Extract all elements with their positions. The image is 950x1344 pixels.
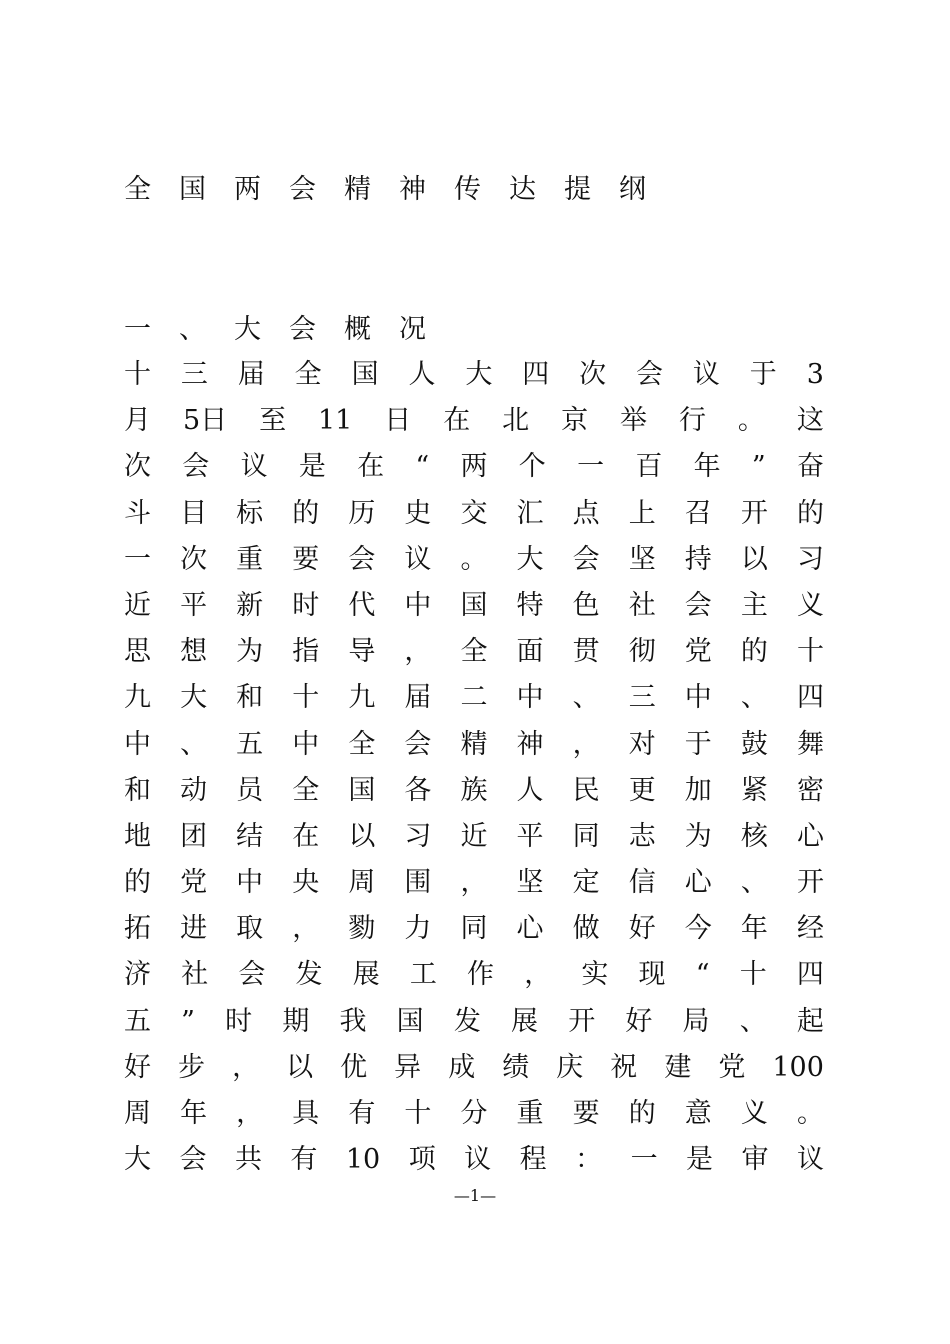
text-token: ，	[292, 913, 320, 945]
title-char: 两	[234, 174, 261, 205]
text-token: 的	[628, 1098, 656, 1129]
text-token: 九	[348, 682, 376, 714]
text-token: 三	[180, 359, 208, 390]
text-token: 族	[460, 774, 488, 806]
text-token: 历	[348, 497, 376, 529]
text-line	[124, 444, 824, 490]
text-token: 至	[259, 405, 287, 437]
text-token: 做	[572, 913, 600, 945]
text-line	[124, 814, 824, 860]
text-token: 指	[292, 636, 320, 668]
text-token: 核	[740, 820, 768, 852]
text-token: 五	[236, 728, 264, 760]
title-char: 神	[399, 174, 426, 205]
text-token: 新	[236, 589, 264, 621]
text-token: 异	[394, 1051, 422, 1083]
text-token: 是	[298, 451, 326, 483]
text-token: 取	[236, 913, 264, 945]
text-token: 志	[628, 820, 656, 852]
text-token: 中	[292, 728, 320, 760]
text-token: 庆	[556, 1051, 584, 1083]
text-token: 意	[684, 1098, 712, 1129]
title-char: 传	[454, 174, 481, 205]
text-token: 精	[460, 728, 488, 760]
text-token: 会	[182, 451, 210, 483]
text-token: 要	[292, 543, 320, 575]
text-token: 央	[292, 867, 320, 899]
text-token: 舞	[796, 728, 824, 760]
text-token: 展	[511, 1005, 539, 1037]
text-token: 的	[292, 497, 320, 529]
text-token: 议	[240, 451, 268, 483]
text-token: 京	[561, 405, 589, 437]
text-token: 年	[180, 1098, 208, 1129]
text-token: 坚	[516, 867, 544, 899]
text-token: 围	[404, 867, 432, 899]
text-token: 交	[460, 497, 488, 529]
text-token: 发	[295, 959, 323, 991]
text-token: 主	[740, 589, 768, 621]
text-token: 为	[236, 636, 264, 668]
text-token: 优	[340, 1051, 368, 1083]
text-token: 更	[628, 774, 656, 806]
text-token: 成	[448, 1051, 476, 1083]
text-token: 国	[396, 1005, 424, 1037]
text-token: 以	[740, 543, 768, 575]
text-token: 重	[236, 543, 264, 575]
text-token: 共	[234, 1144, 262, 1176]
text-token: 召	[684, 497, 712, 529]
text-token: 信	[628, 867, 656, 899]
text-token: 会	[238, 959, 266, 991]
text-token: 平	[516, 820, 544, 852]
text-token: 、	[572, 682, 600, 714]
text-token: 各	[404, 774, 432, 806]
text-token: 勠	[348, 913, 376, 945]
text-token: 近	[124, 589, 151, 621]
text-line	[124, 952, 824, 998]
text-token: 要	[572, 1098, 600, 1129]
text-token: 一	[124, 543, 151, 575]
text-token: 会	[179, 1144, 207, 1176]
text-token: 奋	[797, 451, 824, 483]
text-token: 九	[124, 682, 151, 714]
text-token: 年	[693, 451, 721, 483]
text-token: 的	[796, 497, 824, 529]
text-token: 祝	[610, 1051, 638, 1083]
text-token: 5日	[182, 405, 228, 437]
text-token: 十	[292, 682, 320, 714]
text-token: 实	[581, 959, 609, 991]
text-token: 月	[124, 405, 151, 437]
text-token: 开	[568, 1005, 596, 1037]
text-token: 加	[684, 774, 712, 806]
text-token: 国	[348, 774, 376, 806]
text-token: 心	[684, 867, 712, 899]
text-token: 期	[282, 1005, 310, 1037]
text-token: 党	[684, 636, 712, 668]
text-token: 、	[739, 1005, 767, 1037]
heading-char: 、	[179, 314, 206, 345]
text-token: 斗	[124, 497, 151, 529]
text-token: ，	[460, 867, 488, 899]
text-token: 习	[796, 543, 824, 575]
text-token: ，	[572, 728, 600, 760]
text-token: 义	[796, 589, 824, 621]
text-token: 贯	[572, 636, 600, 668]
text-token: 拓	[124, 913, 151, 945]
text-token: 思	[124, 636, 151, 668]
text-token: 议	[464, 1144, 492, 1176]
text-token: 北	[502, 405, 530, 437]
text-token: 议	[404, 543, 432, 575]
text-token: 大	[516, 543, 544, 575]
text-token: 彻	[628, 636, 656, 668]
text-token: 四	[796, 682, 824, 714]
text-token: 次	[180, 543, 208, 575]
text-token: 分	[460, 1098, 488, 1129]
text-token: 日	[384, 405, 412, 437]
text-token: 会	[572, 543, 600, 575]
text-token: 员	[236, 774, 264, 806]
text-token: 上	[628, 497, 656, 529]
text-token: 国	[460, 589, 488, 621]
text-token: 项	[408, 1144, 436, 1176]
document-title	[124, 170, 824, 210]
text-token: 大	[465, 359, 493, 390]
text-token: 导	[348, 636, 376, 668]
text-token: 今	[684, 913, 712, 945]
title-char: 纲	[619, 174, 646, 205]
text-token: 十	[404, 1098, 432, 1129]
text-token: 民	[572, 774, 600, 806]
text-token: 这	[796, 405, 824, 437]
title-char: 全	[124, 174, 151, 205]
text-token: 二	[460, 682, 488, 714]
text-token: 十	[739, 959, 767, 991]
text-token: 心	[516, 913, 544, 945]
text-token: 党	[718, 1051, 746, 1083]
text-token: 以	[286, 1051, 314, 1083]
text-token: 一	[577, 451, 605, 483]
text-token: 11	[318, 405, 353, 437]
text-token: 。	[737, 405, 765, 437]
text-token: 会	[636, 359, 664, 390]
text-token: 绩	[502, 1051, 530, 1083]
title-char: 会	[289, 174, 316, 205]
text-token: 动	[180, 774, 208, 806]
text-token: 、	[740, 867, 768, 899]
text-token: 人	[408, 359, 436, 390]
heading-char: 概	[344, 314, 371, 345]
text-token: 平	[180, 589, 208, 621]
text-token: 是	[686, 1144, 714, 1176]
text-token: 力	[404, 913, 432, 945]
text-token: 程	[519, 1144, 547, 1176]
heading-char: 况	[399, 314, 426, 345]
text-token: ”	[751, 451, 766, 483]
text-token: 重	[516, 1098, 544, 1129]
text-token: 紧	[740, 774, 768, 806]
text-token: 开	[740, 497, 768, 529]
text-token: 和	[124, 774, 151, 806]
text-token: 的	[124, 867, 151, 899]
text-line	[124, 1137, 824, 1183]
text-token: 具	[292, 1098, 320, 1129]
text-token: 周	[348, 867, 376, 899]
text-token: 于	[684, 728, 712, 760]
text-token: 10	[345, 1144, 381, 1176]
text-token: 进	[180, 913, 208, 945]
text-token: 心	[796, 820, 824, 852]
text-token: 鼓	[740, 728, 768, 760]
text-token: 有	[348, 1098, 376, 1129]
text-token: 步	[178, 1051, 206, 1083]
text-line	[124, 583, 824, 629]
text-token: “	[695, 959, 710, 991]
text-token: 两	[460, 451, 488, 483]
text-line	[124, 1045, 824, 1091]
text-token: 汇	[516, 497, 544, 529]
text-token: ，	[404, 636, 432, 668]
text-token: 议	[796, 1144, 824, 1176]
text-token: 四	[522, 359, 550, 390]
text-token: 于	[749, 359, 777, 390]
heading-char: 大	[234, 314, 261, 345]
text-token: 全	[292, 774, 320, 806]
text-token: ，	[236, 1098, 264, 1129]
text-token: 现	[638, 959, 666, 991]
text-token: 十	[124, 359, 151, 390]
text-token: 神	[516, 728, 544, 760]
text-token: 会	[404, 728, 432, 760]
text-token: 好	[124, 1051, 151, 1083]
text-line	[124, 906, 824, 952]
text-token: 在	[443, 405, 471, 437]
text-token: 点	[572, 497, 600, 529]
text-token: 会	[348, 543, 376, 575]
text-token: 四	[796, 959, 824, 991]
text-token: 济	[124, 959, 151, 991]
text-token: 经	[796, 913, 824, 945]
text-token: 十	[796, 636, 824, 668]
text-line	[124, 1091, 824, 1137]
section-heading	[124, 310, 824, 350]
text-line	[124, 352, 824, 398]
text-token: 为	[684, 820, 712, 852]
text-token: 以	[348, 820, 376, 852]
text-token: 史	[404, 497, 432, 529]
text-token: 议	[692, 359, 720, 390]
text-line	[124, 768, 824, 814]
text-token: 届	[404, 682, 432, 714]
heading-char: 会	[289, 314, 316, 345]
text-token: 工	[409, 959, 437, 991]
text-token: 密	[796, 774, 824, 806]
text-line	[124, 722, 824, 768]
text-token: 个	[518, 451, 546, 483]
text-token: 色	[572, 589, 600, 621]
text-token: 会	[684, 589, 712, 621]
text-token: 社	[628, 589, 656, 621]
text-token: 中	[516, 682, 544, 714]
text-token: 五	[124, 1005, 151, 1037]
text-token: 大	[124, 1144, 151, 1176]
text-line	[124, 999, 824, 1045]
text-token: 届	[237, 359, 265, 390]
text-token: ，	[232, 1051, 260, 1083]
title-char: 精	[344, 174, 371, 205]
text-line	[124, 629, 824, 675]
text-token: 一	[630, 1144, 658, 1176]
text-line	[124, 537, 824, 583]
text-token: 。	[796, 1098, 824, 1129]
text-line	[124, 491, 824, 537]
text-token: 定	[572, 867, 600, 899]
text-token: 持	[684, 543, 712, 575]
text-token: 中	[684, 682, 712, 714]
text-token: 习	[404, 820, 432, 852]
text-token: 和	[236, 682, 264, 714]
text-token: 目	[180, 497, 208, 529]
text-token: 好	[625, 1005, 653, 1037]
text-token: ：	[575, 1144, 603, 1176]
text-token: 展	[352, 959, 380, 991]
text-token: 、	[740, 682, 768, 714]
heading-char: 一	[124, 314, 151, 345]
text-token: 中	[236, 867, 264, 899]
text-token: 对	[628, 728, 656, 760]
text-token: 百	[635, 451, 663, 483]
text-token: 标	[236, 497, 264, 529]
text-token: 在	[357, 451, 385, 483]
text-token: 结	[236, 820, 264, 852]
text-token: 国	[351, 359, 379, 390]
text-token: 社	[181, 959, 209, 991]
text-token: 起	[796, 1005, 824, 1037]
text-token: 开	[796, 867, 824, 899]
text-token: 代	[348, 589, 376, 621]
text-token: 我	[339, 1005, 367, 1037]
text-token: 三	[628, 682, 656, 714]
text-token: 100	[772, 1051, 824, 1083]
text-token: 坚	[628, 543, 656, 575]
text-token: 地	[124, 820, 151, 852]
text-token: 同	[572, 820, 600, 852]
text-token: 审	[741, 1144, 769, 1176]
text-token: 全	[348, 728, 376, 760]
title-char: 达	[509, 174, 536, 205]
text-token: 好	[628, 913, 656, 945]
text-token: 人	[516, 774, 544, 806]
text-token: ，	[524, 959, 552, 991]
text-token: 团	[180, 820, 208, 852]
text-token: 次	[579, 359, 607, 390]
body-paragraph	[124, 352, 824, 1183]
text-token: 全	[460, 636, 488, 668]
page-number: —1—	[453, 1186, 497, 1205]
text-token: 的	[740, 636, 768, 668]
text-token: 全	[294, 359, 322, 390]
text-token: 中	[124, 728, 151, 760]
title-char: 国	[179, 174, 206, 205]
title-char: 提	[564, 174, 591, 205]
text-token: 同	[460, 913, 488, 945]
text-token: 局	[682, 1005, 710, 1037]
text-token: 3	[806, 359, 824, 390]
text-token: 行	[678, 405, 706, 437]
text-token: 大	[180, 682, 208, 714]
text-token: 年	[740, 913, 768, 945]
text-token: ”	[181, 1005, 195, 1037]
text-token: 有	[290, 1144, 318, 1176]
text-token: 建	[664, 1051, 692, 1083]
text-token: 次	[124, 451, 151, 483]
text-line	[124, 860, 824, 906]
text-line	[124, 398, 824, 444]
text-token: 时	[292, 589, 320, 621]
text-token: “	[415, 451, 430, 483]
text-token: 、	[180, 728, 208, 760]
text-token: 作	[467, 959, 495, 991]
text-token: 党	[180, 867, 208, 899]
text-token: 近	[460, 820, 488, 852]
text-token: 在	[292, 820, 320, 852]
text-token: 举	[620, 405, 648, 437]
text-token: 周	[124, 1098, 151, 1129]
text-token: 义	[740, 1098, 768, 1129]
text-token: 时	[225, 1005, 253, 1037]
text-token: 特	[516, 589, 544, 621]
text-token: 面	[516, 636, 544, 668]
text-token: 。	[460, 543, 488, 575]
text-line	[124, 675, 824, 721]
text-token: 中	[404, 589, 432, 621]
text-token: 发	[453, 1005, 481, 1037]
text-token: 想	[180, 636, 208, 668]
